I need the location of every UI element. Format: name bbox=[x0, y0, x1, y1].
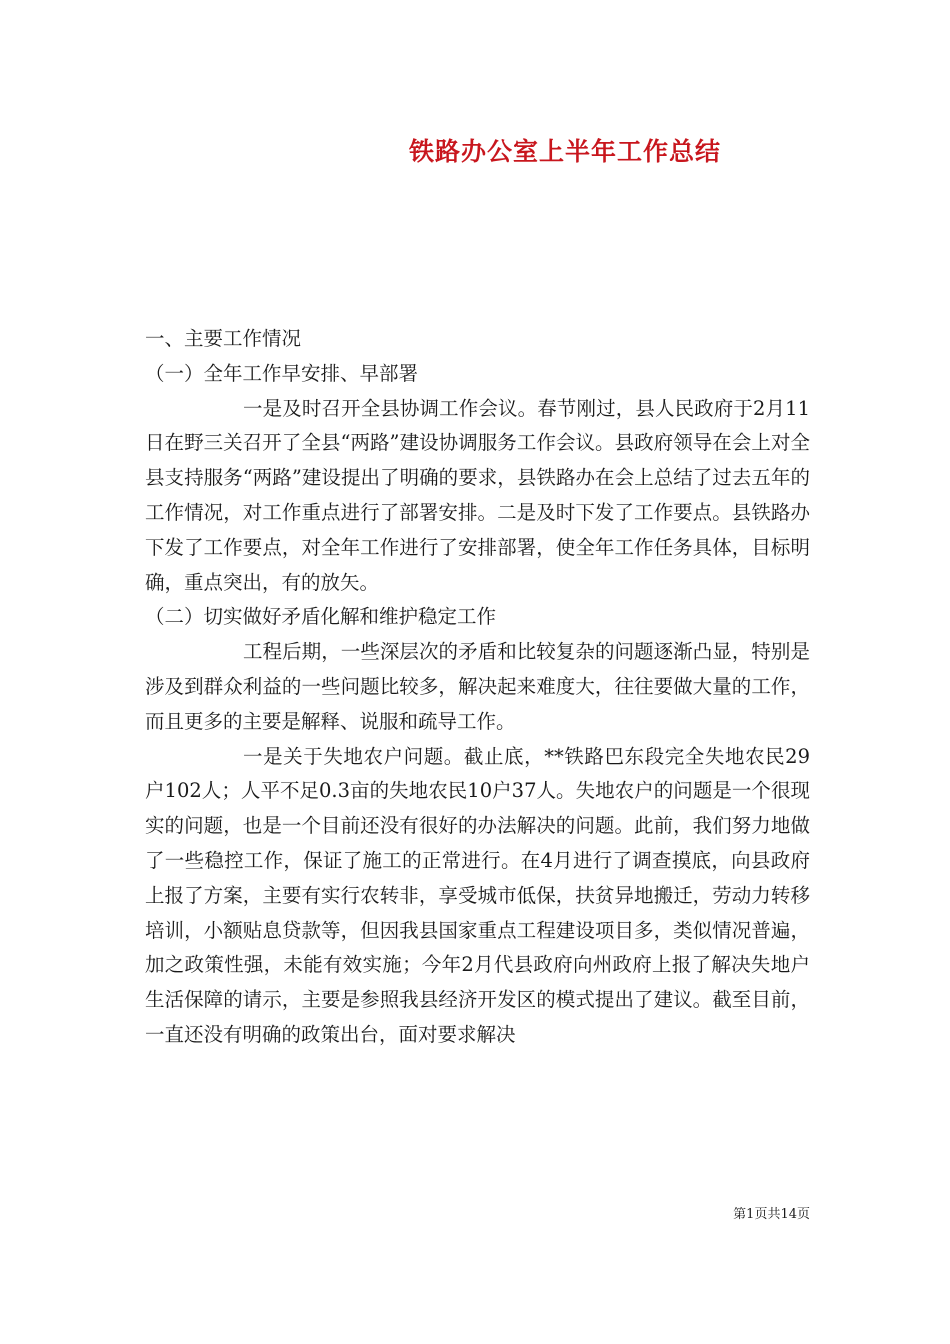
page-title bbox=[0, 132, 950, 168]
page-number-footer: 第1页共14页 bbox=[733, 1207, 810, 1222]
section-heading-main-work: 一、主要工作情况 bbox=[145, 327, 302, 350]
document-body bbox=[145, 322, 810, 1053]
document-title-text: 铁路办公室上半年工作总结 bbox=[408, 137, 721, 166]
paragraph-landless-farmers: 一是关于失地农户问题。截止底，**铁路巴东段完全失地农民29户102人；人平不足0.3亩的失地农民10户37人。失地农户的问题是一个很现实的问题，也是一个目前还没有很好的办法解决的问题。此前，我们努力地做了一些稳控工作，保证了施工的正常进行。在4月进行了调查摸底，向县政府上报了方案，主要有实行农转非，享受城市低保，扶贫异地搬迁，劳动力转移培训，小额贴息贷款等，但因我县国家重点工程建设项目多，类似情况普遍，加之政策性强，未能有效实施；今年2月代县政府向州政府上报了解决失地户生活保障的请示，主要是参照我县经济开发区的模式提出了建议。截至目前，一直还没有明确的政策出台，面对要求解决 bbox=[145, 744, 810, 1046]
paragraph-coordination-meeting: 一是及时召开全县协调工作会议。春节刚过，县人民政府于2月11日在野三关召开了全县“两路”建设协调服务工作会议。县政府领导在会上对全县支持服务“两路”建设提出了明确的要求，县铁路办在会上总结了过去五年的工作情况，对工作重点进行了部署安排。二是及时下发了工作要点。县铁路办下发了工作要点，对全年工作进行了安排部署，使全年工作任务具体，目标明确，重点突出，有的放矢。 bbox=[145, 396, 810, 594]
subsection-heading-conflict-resolution: （二）切实做好矛盾化解和维护稳定工作 bbox=[145, 605, 497, 629]
paragraph-late-stage-issues: 工程后期，一些深层次的矛盾和比较复杂的问题逐渐凸显，特别是涉及到群众利益的一些问题比较多，解决起来难度大，往往要做大量的工作，而且更多的主要是解释、说服和疏导工作。 bbox=[145, 640, 810, 733]
subsection-heading-early-planning: （一）全年工作早安排、早部署 bbox=[145, 361, 419, 385]
